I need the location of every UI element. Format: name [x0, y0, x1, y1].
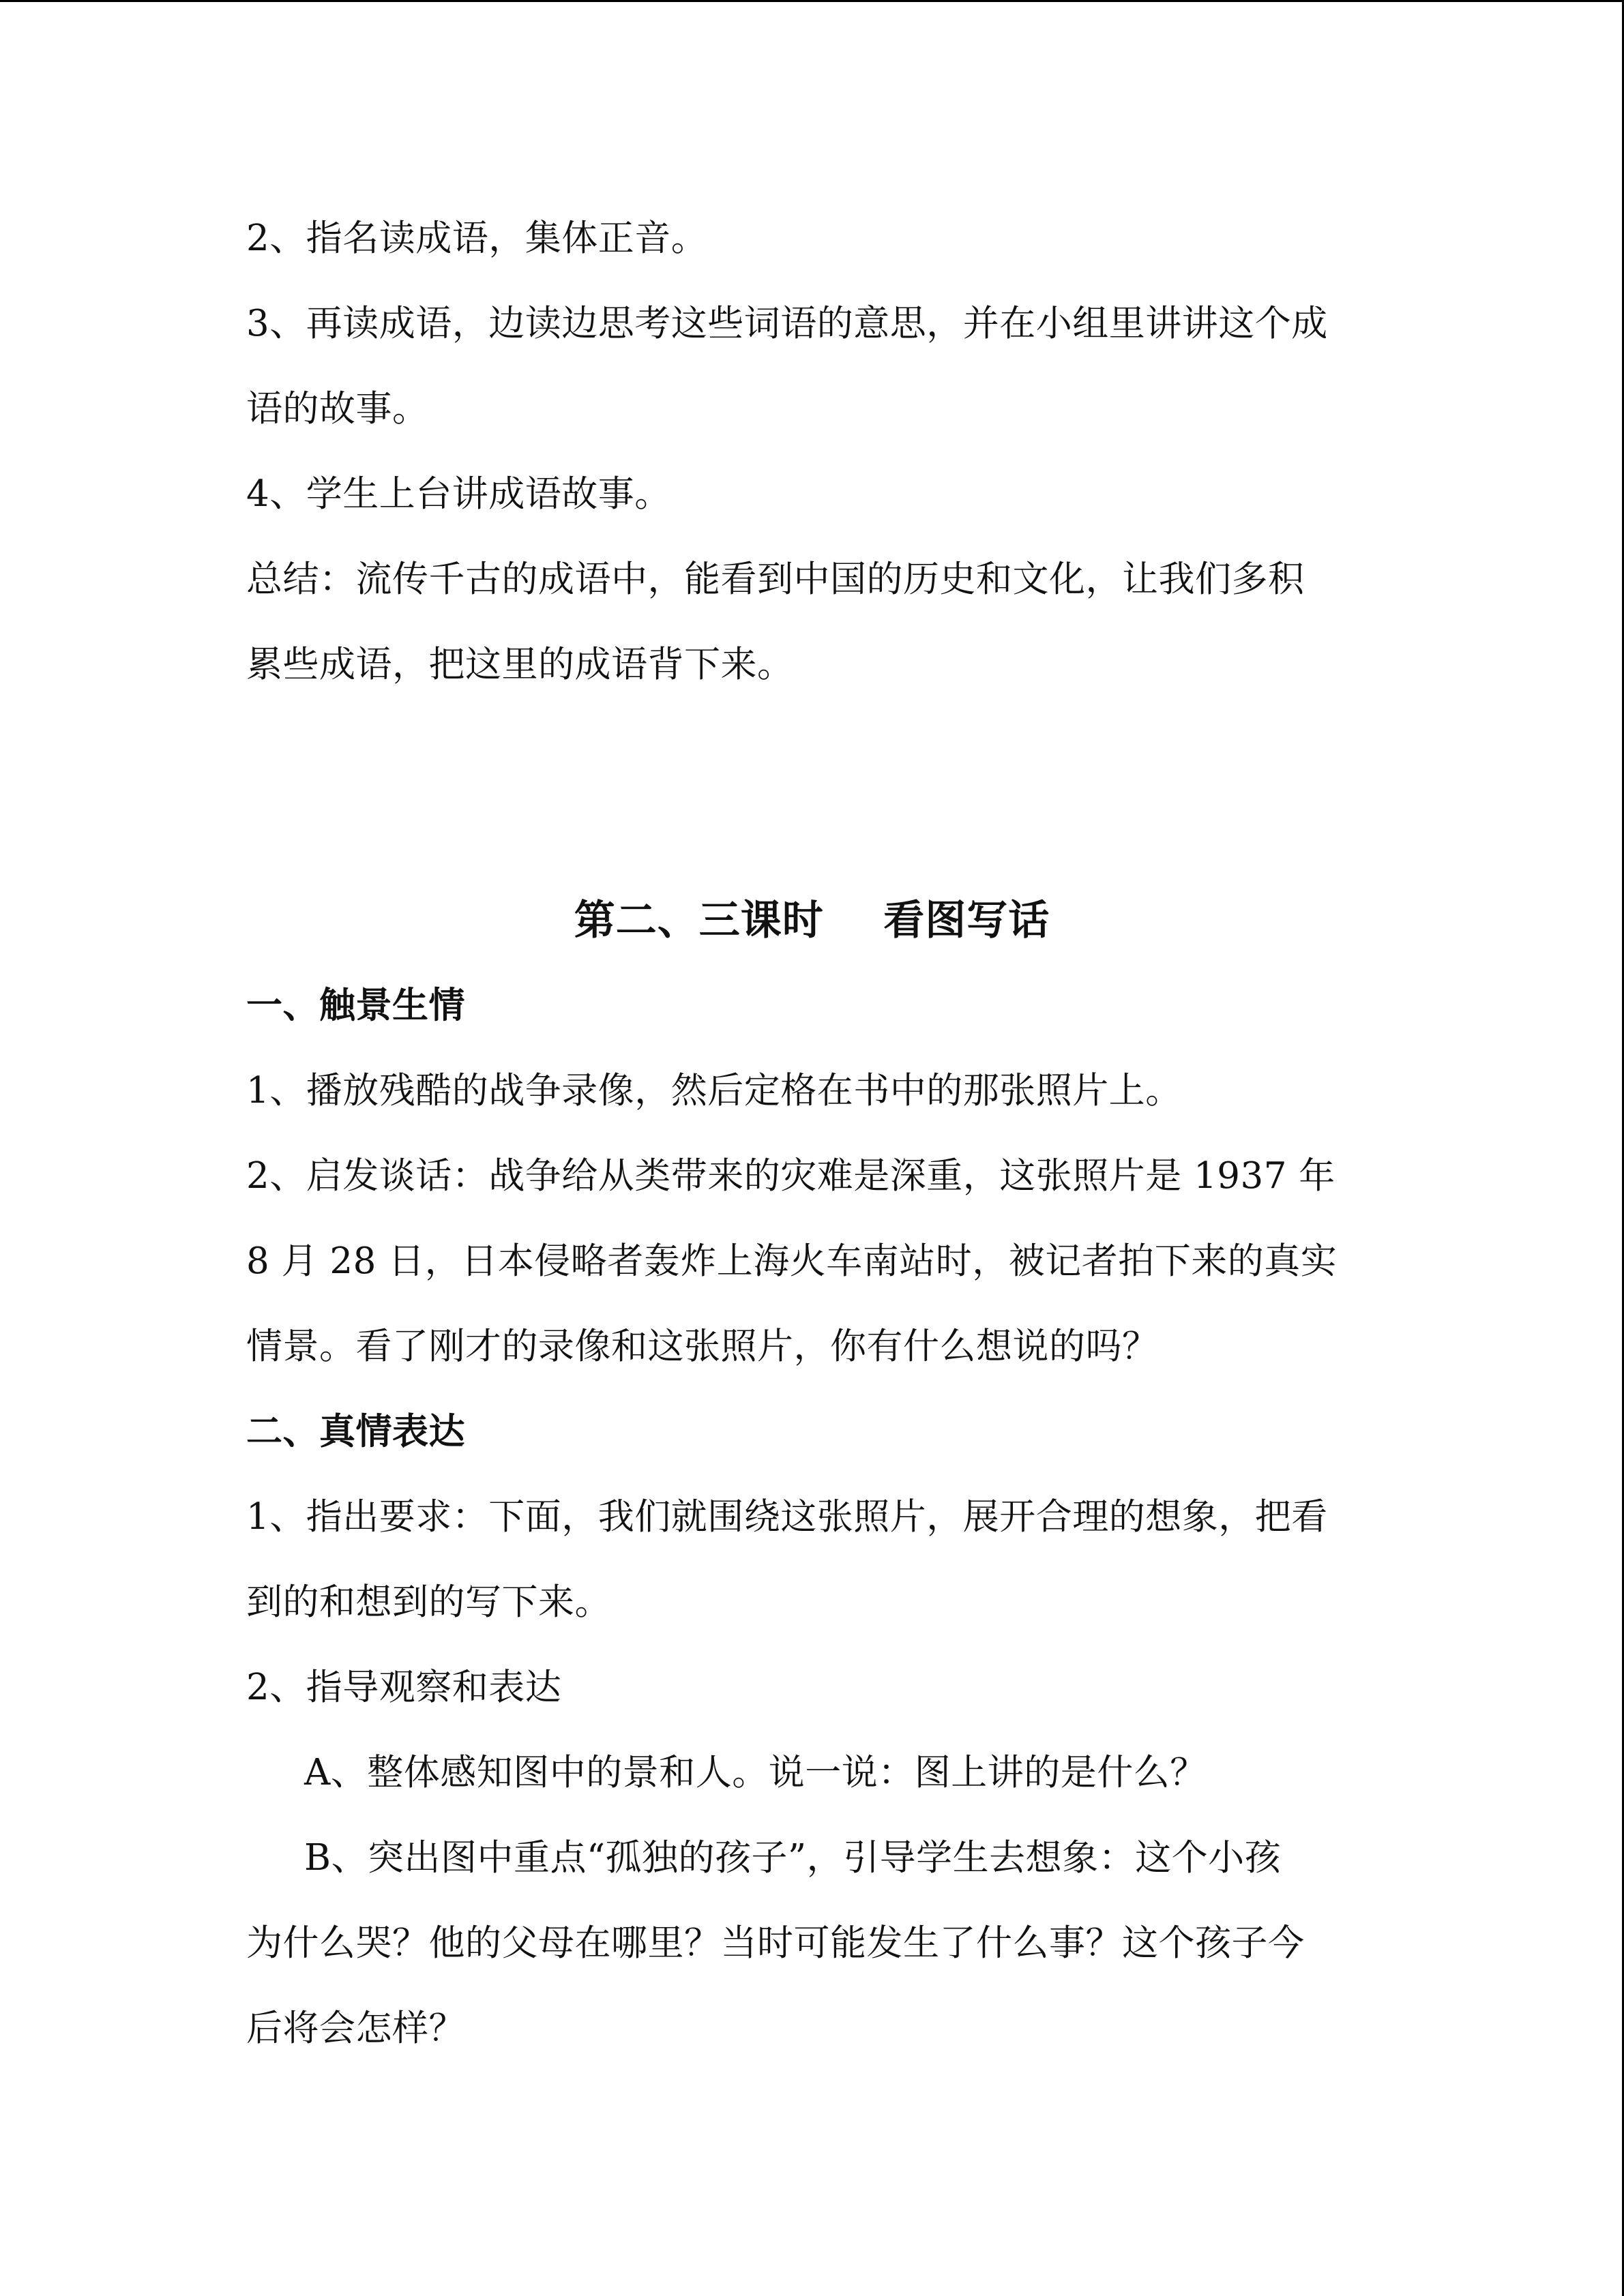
lesson-title: 第二、三课时 看图写话	[574, 897, 1050, 944]
section1-item2-line2: 8 月 28 日，日本侵略者轰炸上海火车南站时，被记者拍下来的真实	[246, 1240, 1338, 1282]
section2-sub-b-line2: 为什么哭？他的父母在哪里？当时可能发生了什么事？这个孩子今	[246, 1922, 1305, 1964]
section2-sub-b-line1: B、突出图中重点“孤独的孩子”，引导学生去想象：这个小孩	[304, 1837, 1282, 1879]
section2-sub-b-line3: 后将会怎样？	[246, 2008, 465, 2049]
section1-item2-line3: 情景。看了刚才的录像和这张照片，你有什么想说的吗？	[246, 1326, 1159, 1367]
step-2-text: 2、指名读成语，集体正音。	[246, 218, 708, 259]
section2-heading: 二、真情表达	[246, 1411, 465, 1452]
summary-line2: 累些成语，把这里的成语背下来。	[246, 644, 794, 685]
section2-sub-a: A、整体感知图中的景和人。说一说：图上讲的是什么？	[304, 1752, 1207, 1793]
page-top-border	[0, 0, 1624, 2]
step-3-text-line2: 语的故事。	[246, 388, 429, 430]
summary-line1: 总结：流传千古的成语中，能看到中国的历史和文化，让我们多积	[246, 558, 1305, 600]
step-4-text: 4、学生上台讲成语故事。	[246, 473, 671, 515]
section1-heading: 一、触景生情	[246, 985, 465, 1026]
section1-item2-line1: 2、启发谈话：战争给从类带来的灾难是深重，这张照片是 1937 年	[246, 1155, 1335, 1197]
section2-item2: 2、指导观察和表达	[246, 1667, 562, 1708]
section1-item1: 1、播放残酷的战争录像，然后定格在书中的那张照片上。	[246, 1070, 1182, 1112]
step-3-text-line1: 3、再读成语，边读边思考这些词语的意思，并在小组里讲讲这个成	[246, 303, 1328, 344]
section2-item1-line2: 到的和想到的写下来。	[246, 1581, 611, 1623]
section2-item1-line1: 1、指出要求：下面，我们就围绕这张照片，展开合理的想象，把看	[246, 1496, 1328, 1538]
